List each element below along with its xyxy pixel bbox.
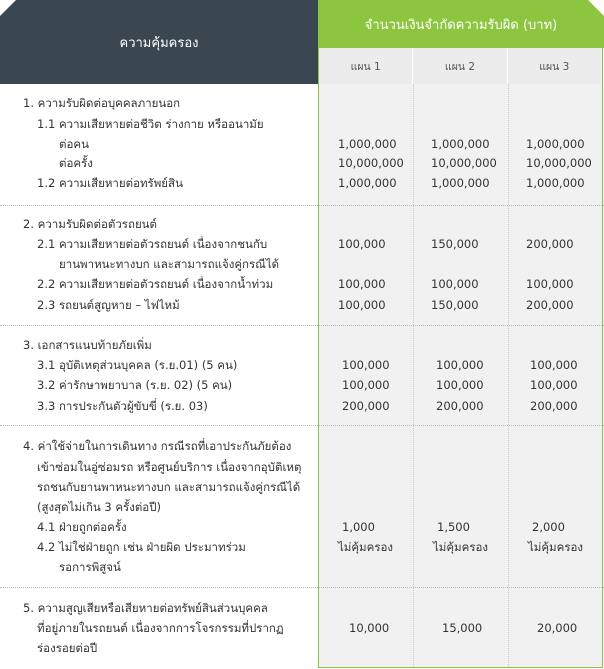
value-cell: 1,000,000 — [431, 137, 490, 151]
section-3-item: 3.2 ค่ารักษาพยาบาล (ร.ย. 02) (5 คน) — [37, 378, 233, 392]
value-cell: 100,000 — [436, 358, 484, 372]
section-2-title: 2. ความรับผิดต่อตัวรถยนต์ — [23, 217, 158, 231]
section-5-text: ร่องรอยต่อปี — [37, 641, 98, 655]
section-4-item: รอการพิสูจน์ — [59, 560, 121, 574]
value-cell: 100,000 — [436, 378, 484, 392]
value-cell: 150,000 — [431, 237, 479, 251]
value-cell: 20,000 — [537, 621, 578, 635]
value-cell: 2,000 — [532, 520, 565, 534]
section-5-text: ที่อยู่ภายในรถยนต์ เนื่องจากการโจรกรรมที่ปรากฏ — [37, 621, 284, 635]
section-1-item: 1.2 ความเสียหายต่อทรัพย์สิน — [37, 176, 183, 190]
section-3-item: 3.1 อุบัติเหตุส่วนบุคคล (ร.ย.01) (5 คน) — [37, 358, 238, 372]
plan-2-header: แผน 2 — [412, 48, 506, 84]
value-cell: 100,000 — [431, 277, 479, 291]
section-3-item: 3.3 การประกันตัวผู้ขับขี่ (ร.ย. 03) — [37, 399, 208, 413]
section-2-item: 2.2 ความเสียหายต่อตัวรถยนต์ เนื่องจากน้ำท่วม — [37, 277, 274, 291]
plan-header-row — [319, 48, 601, 84]
value-cell: 10,000,000 — [431, 156, 497, 170]
value-cell: 1,000,000 — [526, 176, 585, 190]
section-4-text: (สูงสุดไม่เกิน 3 ครั้งต่อปี) — [37, 500, 162, 514]
section-2-item: ยานพาหนะทางบก และสามารถแจ้งคู่กรณีได้ — [59, 257, 280, 271]
value-cell: 10,000,000 — [526, 156, 592, 170]
section-1-title: 1. ความรับผิดต่อบุคคลภายนอก — [23, 96, 181, 110]
value-cell: 1,500 — [437, 520, 470, 534]
coverage-header-title: ความคุ้มครอง — [119, 35, 199, 51]
value-cell: 1,000 — [342, 520, 375, 534]
value-cell: 10,000,000 — [338, 156, 404, 170]
value-cell: 1,000,000 — [526, 137, 585, 151]
plan-divider — [413, 84, 414, 667]
value-cell: 150,000 — [431, 298, 479, 312]
value-cell: 200,000 — [342, 399, 390, 413]
section-2-item: 2.3 รถยนต์สูญหาย – ไฟไหม้ — [37, 298, 180, 312]
section-divider — [0, 425, 604, 426]
section-divider — [0, 325, 604, 326]
value-cell: ไม่คุ้มครอง — [433, 540, 489, 554]
value-cell: 100,000 — [338, 277, 386, 291]
section-divider — [0, 205, 604, 206]
value-cell: 10,000 — [349, 621, 390, 635]
section-4-text: รถชนกับยานพาหนะทางบก และสามารถแจ้งคู่กรณีได้ — [37, 480, 301, 494]
value-cell: 200,000 — [436, 399, 484, 413]
value-cell: 1,000,000 — [431, 176, 490, 190]
value-cell: 100,000 — [526, 277, 574, 291]
value-cell: 100,000 — [342, 378, 390, 392]
section-1-item: ต่อครั้ง — [59, 156, 93, 170]
section-3-title: 3. เอกสารแนบท้ายภัยเพิ่ม — [23, 338, 152, 352]
value-cell: 1,000,000 — [338, 137, 397, 151]
value-cell: 100,000 — [530, 358, 578, 372]
plan-divider — [508, 84, 509, 667]
section-4-title: 4. ค่าใช้จ่ายในการเดินทาง กรณีรถที่เอาประกันภัยต้อง — [23, 439, 292, 453]
value-cell: ไม่คุ้มครอง — [338, 540, 394, 554]
section-5-title: 5. ความสูญเสียหรือเสียหายต่อทรัพย์สินส่วนบุคคล — [23, 601, 268, 615]
section-2-item: 2.1 ความเสียหายต่อตัวรถยนต์ เนื่องจากชนกับ — [37, 237, 268, 251]
section-1-item: ต่อคน — [59, 137, 89, 151]
value-cell: 1,000,000 — [338, 176, 397, 190]
section-4-text: เข้าซ่อมในอู่ซ่อมรถ หรือศูนย์บริการ เนื่องจากอุบัติเหตุ — [37, 460, 302, 474]
section-1-item: 1.1 ความเสียหายต่อชีวิต ร่างกาย หรืออนามัย — [37, 117, 264, 131]
value-cell: 200,000 — [530, 399, 578, 413]
value-cell: ไม่คุ้มครอง — [528, 540, 584, 554]
value-cell: 100,000 — [338, 298, 386, 312]
section-4-item: 4.1 ฝ่ายถูกต่อครั้ง — [37, 520, 127, 534]
section-divider — [0, 587, 604, 588]
plan-1-header: แผน 1 — [350, 60, 381, 73]
section-4-item: 4.2 ไม่ใช่ฝ่ายถูก เช่น ฝ่ายผิด ประมาทร่วม — [37, 540, 246, 554]
value-cell: 100,000 — [338, 237, 386, 251]
value-cell: 200,000 — [526, 298, 574, 312]
value-cell: 100,000 — [342, 358, 390, 372]
value-cell: 15,000 — [442, 621, 483, 635]
value-cell: 200,000 — [526, 237, 574, 251]
plan-3-header: แผน 3 — [507, 48, 601, 84]
value-cell: 100,000 — [530, 378, 578, 392]
limit-header-title: จำนวนเงินจำกัดความรับผิด (บาท) — [364, 17, 558, 33]
